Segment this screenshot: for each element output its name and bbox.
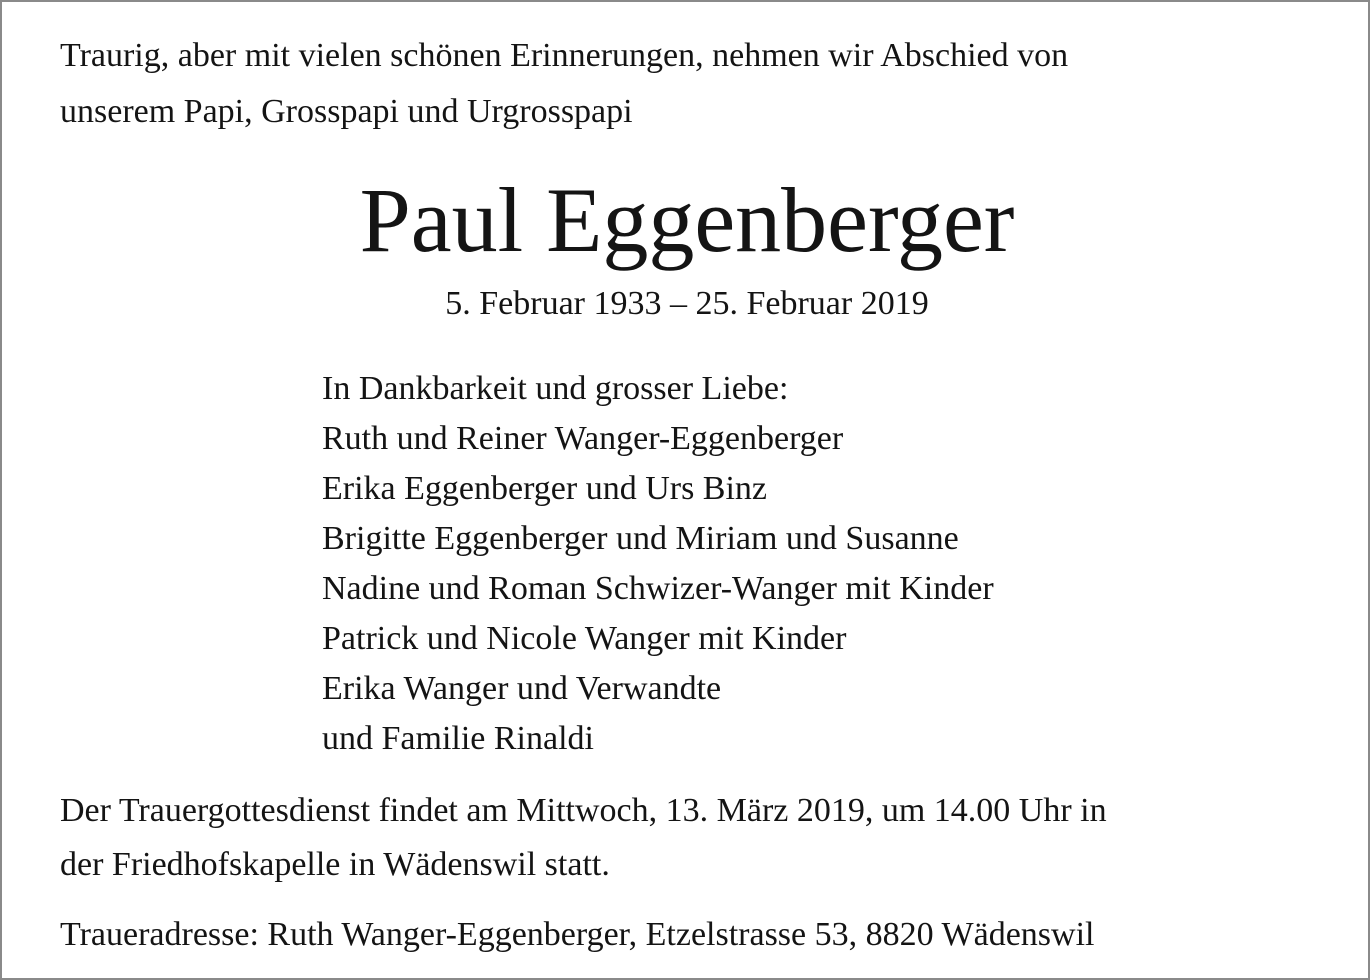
mourner-entry: Ruth und Reiner Wanger-Eggenberger: [322, 420, 844, 457]
mourner-entry: und Familie Rinaldi: [322, 720, 594, 757]
mourner-entry: Erika Eggenberger und Urs Binz: [322, 470, 768, 507]
mourner-entry: Erika Wanger und Verwandte: [322, 670, 722, 707]
life-dates: 5. Februar 1933 – 25. Februar 2019: [445, 285, 929, 322]
mourners-list: [322, 364, 994, 764]
service-line-1: Der Trauergottesdienst findet am Mittwoch, 13. März 2019, um 14.00 Uhr in: [60, 792, 1107, 829]
mourner-entry: Nadine und Roman Schwizer-Wanger mit Kinder: [322, 570, 994, 607]
intro-text: [60, 28, 1320, 140]
intro-line-1: Traurig, aber mit vielen schönen Erinnerungen, nehmen wir Abschied von: [60, 37, 1069, 74]
mourner-entry: Patrick und Nicole Wanger mit Kinder: [322, 620, 847, 657]
mourners-heading: In Dankbarkeit und grosser Liebe:: [322, 370, 789, 407]
mourner-entry: Brigitte Eggenberger und Miriam und Susanne: [322, 520, 959, 557]
service-line-2: der Friedhofskapelle in Wädenswil statt.: [60, 846, 610, 883]
mourning-address: Traueradresse: Ruth Wanger-Eggenberger, Etzelstrasse 53, 8820 Wädenswil: [60, 916, 1095, 953]
intro-line-2: unserem Papi, Grosspapi und Urgrosspapi: [60, 93, 633, 130]
deceased-name: Paul Eggenberger: [359, 169, 1015, 271]
service-info: [60, 784, 1340, 892]
